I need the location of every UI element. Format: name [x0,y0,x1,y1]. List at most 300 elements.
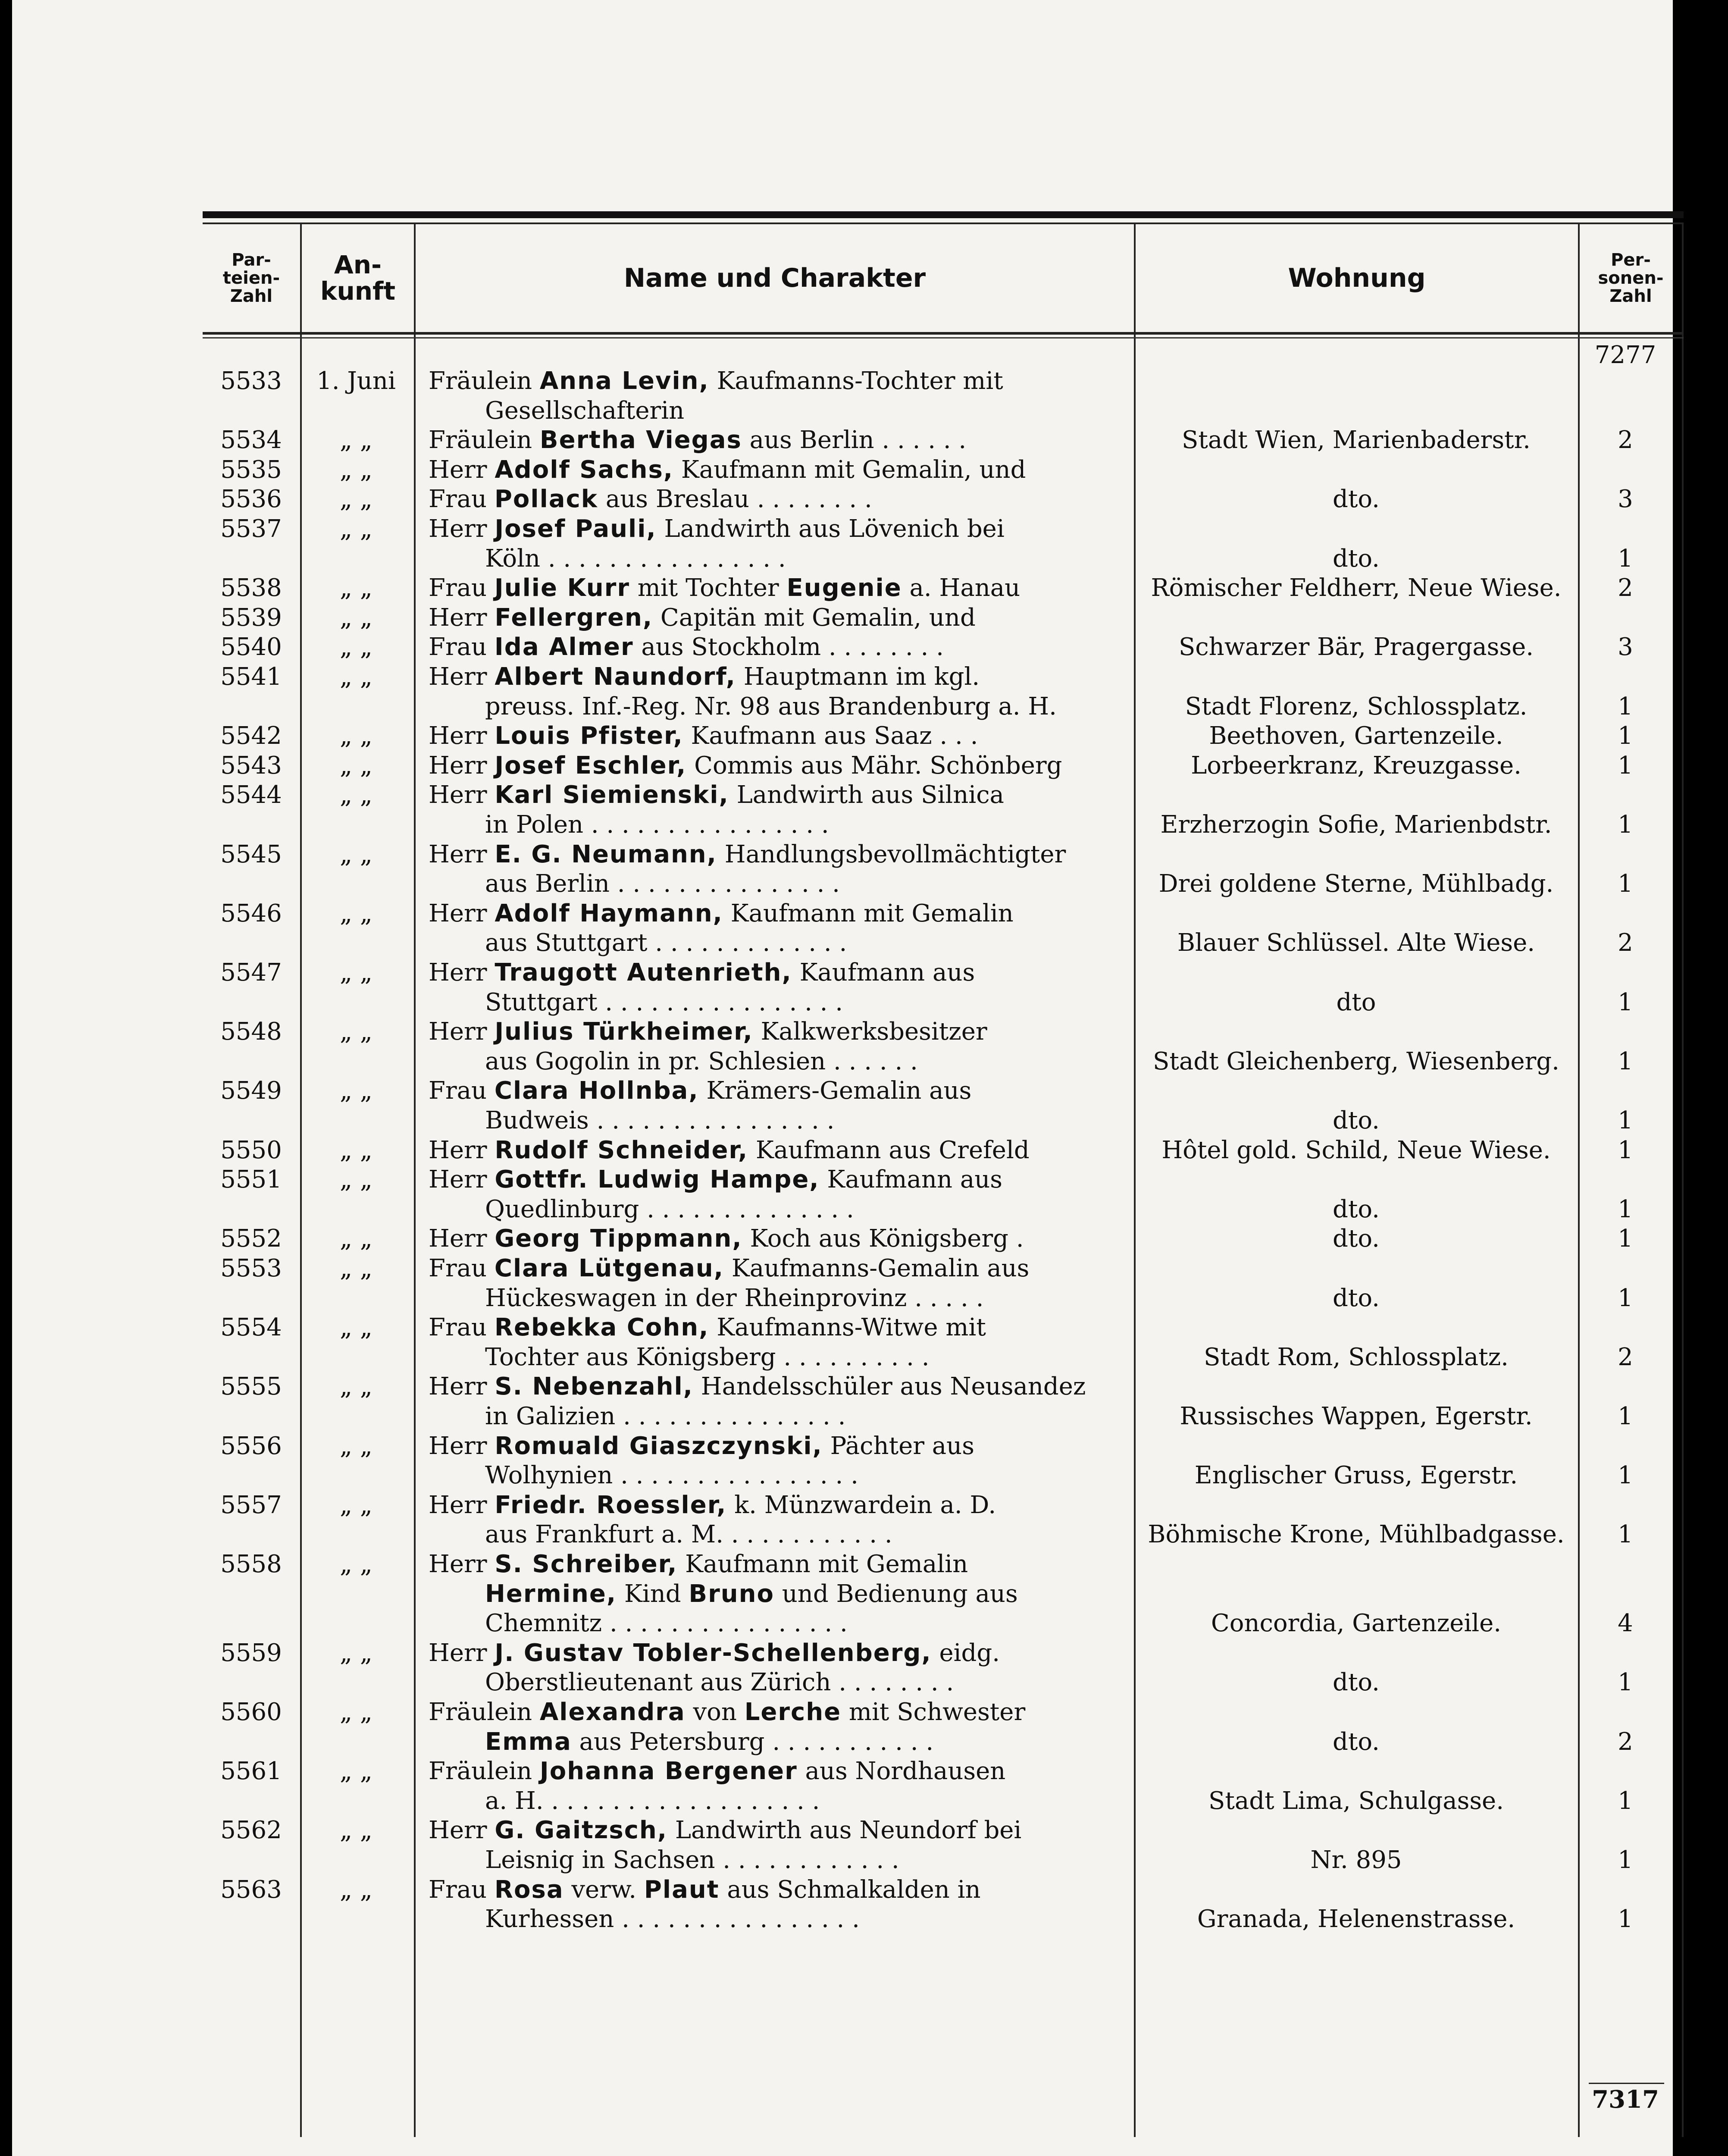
guest-name: Clara Lütgenau, [494,1254,724,1282]
table-row [203,485,1684,514]
wohnung-cell: dto. [1333,544,1380,573]
wohnung-cell: Stadt Gleichenberg, Wiesenberg. [1153,1047,1559,1075]
personen-zahl-cell: 1 [1618,751,1633,780]
parteien-zahl-cell: 5552 [220,1225,282,1253]
header-ankunft [302,229,414,328]
description-text: Tochter aus Königsberg . . . . . . . . . . [485,1343,930,1371]
name-charakter-cell [429,1017,1129,1047]
description-text: Herr [429,1432,487,1460]
personen-zahl-cell: 1 [1618,1284,1633,1312]
description-text: Kaufmann mit Gemalin [677,1550,968,1578]
description-text: Kaufmanns-Witwe mit [709,1313,986,1342]
carry-over-total: 7277 [1594,341,1656,369]
name-charakter-cell [429,1432,1129,1461]
personen-zahl-cell: 1 [1618,1402,1633,1430]
description-text: Fräulein [429,367,532,395]
table-row [203,1905,1684,1934]
ankunft-cell: „ „ [340,1491,373,1519]
header-line: teien- [222,268,280,288]
description-text: aus Petersburg . . . . . . . . . . . [571,1727,934,1756]
name-charakter-cell [485,544,1129,573]
header-name-label: Name und Charakter [623,263,926,293]
description-text: Handelsschüler aus Neusandez [693,1373,1086,1401]
wohnung-cell: Stadt Wien, Marienbaderstr. [1182,426,1531,454]
ankunft-cell: „ „ [340,899,373,928]
description-text: Budweis . . . . . . . . . . . . . . . . [485,1106,835,1134]
description-text: Stuttgart . . . . . . . . . . . . . . . . [485,988,843,1016]
personen-zahl-cell: 1 [1618,1846,1633,1874]
guest-name: Pollack [494,485,598,514]
table-row [203,988,1684,1017]
description-text: Kaufmanns-Tochter mit [709,367,1003,395]
name-charakter-cell [485,810,1129,840]
wohnung-cell: Stadt Rom, Schlossplatz. [1204,1343,1509,1371]
wohnung-cell: Schwarzer Bär, Pragergasse. [1178,633,1534,661]
name-charakter-cell [429,573,1129,603]
description-text: Pächter aus [822,1432,974,1460]
name-charakter-cell [485,1047,1129,1076]
description-text: und Bedienung aus [774,1579,1018,1608]
name-charakter-cell [485,1195,1129,1224]
description-text: Fräulein [429,1698,532,1726]
name-charakter-cell [429,367,1129,396]
guest-name: Ida Almer [494,633,634,661]
description-text: eidg. [931,1639,1000,1667]
description-text: Herr [429,515,487,543]
table-row [203,1727,1684,1757]
table-row [203,426,1684,455]
ankunft-cell: „ „ [340,426,373,454]
top-double-rule [203,211,1684,218]
table-row [203,1698,1684,1727]
table-row [203,1106,1684,1135]
ankunft-cell: „ „ [340,1875,373,1904]
ankunft-cell: „ „ [340,1254,373,1282]
personen-zahl-cell: 2 [1618,1343,1633,1371]
table-row [203,1639,1684,1668]
guest-name: Plaut [644,1875,720,1904]
name-charakter-cell [429,1757,1129,1786]
parteien-zahl-cell: 5558 [220,1550,282,1578]
wohnung-cell: Stadt Lima, Schulgasse. [1208,1786,1504,1815]
personen-zahl-cell: 2 [1618,574,1633,602]
ankunft-cell: „ „ [340,1816,373,1845]
description-text: Köln . . . . . . . . . . . . . . . . [485,544,786,573]
wohnung-cell: Englischer Gruss, Egerstr. [1194,1461,1518,1490]
name-charakter-cell [429,1372,1129,1401]
description-text: Herr [429,781,487,809]
parteien-zahl-cell: 5539 [220,603,282,632]
table-row [203,1432,1684,1461]
table-row [203,1846,1684,1875]
name-charakter-cell [429,426,1129,455]
header-line: Zahl [1609,286,1652,306]
description-text: Herr [429,840,487,868]
guest-name: Johanna Bergener [539,1757,798,1786]
description-text: Wolhynien . . . . . . . . . . . . . . . . [485,1461,858,1490]
guest-name: Traugott Autenrieth, [495,959,792,987]
description-text: aus Breslau . . . . . . . . [598,485,872,514]
header-wohnung [1136,229,1578,328]
table-row [203,1284,1684,1313]
name-charakter-cell [429,1816,1129,1845]
table-row [203,367,1684,396]
name-charakter-cell [485,1609,1129,1638]
description-text: Herr [429,1136,487,1164]
description-text: Kaufmann aus Crefeld [748,1136,1030,1164]
personen-zahl-cell: 4 [1618,1609,1633,1638]
personen-zahl-cell: 1 [1618,1461,1633,1490]
parteien-zahl-cell: 5538 [220,574,282,602]
ankunft-cell: „ „ [340,1313,373,1342]
personen-zahl-cell: 1 [1618,692,1633,721]
ankunft-cell: „ „ [340,1166,373,1194]
table-row [203,958,1684,987]
name-charakter-cell [429,1076,1129,1106]
name-charakter-cell [485,1284,1129,1313]
description-text: Kaufmanns-Gemalin aus [724,1254,1030,1282]
description-text: aus Berlin . . . . . . . . . . . . . . . [485,870,840,898]
guest-name: Anna Levin, [539,367,709,395]
table-row [203,1757,1684,1786]
guest-name: Clara Hollnba, [494,1077,699,1105]
ankunft-cell: „ „ [340,485,373,514]
table-row [203,751,1684,780]
name-charakter-cell [429,603,1129,633]
wohnung-cell: Erzherzogin Sofie, Marienbdstr. [1160,811,1552,839]
personen-zahl-cell: 2 [1618,426,1633,454]
description-text: Frau [429,574,487,602]
header-rule-thin [203,337,1684,338]
ankunft-cell: „ „ [340,1373,373,1401]
guest-name: Karl Siemienski, [495,781,729,809]
name-charakter-cell [485,1520,1129,1549]
name-charakter-cell [485,396,1129,426]
description-text: Hückeswagen in der Rheinprovinz . . . . . [485,1284,984,1312]
table-row [203,603,1684,633]
description-text: Fräulein [429,426,532,454]
description-text: mit Tochter [629,574,787,602]
parteien-zahl-cell: 5561 [220,1757,282,1786]
guest-name: Rudolf Schneider, [495,1136,748,1164]
parteien-zahl-cell: 5549 [220,1077,282,1105]
name-charakter-cell [429,485,1129,514]
parteien-zahl-cell: 5563 [220,1875,282,1904]
ankunft-cell: „ „ [340,1698,373,1726]
parteien-zahl-cell: 5533 [220,367,282,395]
personen-zahl-cell: 1 [1618,811,1633,839]
description-text: Herr [429,1166,487,1194]
wohnung-cell: dto. [1333,1668,1380,1697]
parteien-zahl-cell: 5559 [220,1639,282,1667]
parteien-zahl-cell: 5547 [220,959,282,987]
ankunft-cell: „ „ [340,663,373,691]
name-charakter-cell [429,1639,1129,1668]
guest-name: Louis Pfister, [495,722,683,750]
table-row [203,514,1684,544]
guest-name: Alexandra [539,1698,686,1726]
ankunft-cell: „ „ [340,574,373,602]
description-text: Herr [429,1373,487,1401]
wohnung-cell: Drei goldene Sterne, Mühlbadg. [1158,870,1554,898]
description-text: mit Schwester [841,1698,1026,1726]
guest-name: Gottfr. Ludwig Hampe, [495,1166,820,1194]
description-text: Oberstlieutenant aus Zürich . . . . . . . . [485,1668,954,1697]
guest-name: Adolf Haymann, [495,899,723,928]
wohnung-cell: dto. [1333,1284,1380,1312]
name-charakter-cell [485,928,1129,958]
table-row [203,573,1684,603]
description-text: Leisnig in Sachsen . . . . . . . . . . . . [485,1846,899,1874]
header-line: sonen- [1598,268,1664,288]
guest-name: Lerche [744,1698,842,1726]
table-row [203,1254,1684,1283]
ankunft-cell: „ „ [340,1077,373,1105]
guest-name: S. Nebenzahl, [495,1373,693,1401]
description-text: Kaufmann mit Gemalin, und [673,455,1026,484]
guest-name: Julius Türkheimer, [495,1018,753,1046]
name-charakter-cell [429,1698,1129,1727]
guest-name: Friedr. Roessler, [495,1491,727,1519]
table-row [203,1550,1684,1579]
description-text: preuss. Inf.-Reg. Nr. 98 aus Brandenburg a. H. [485,692,1057,721]
table-row [203,1786,1684,1816]
name-charakter-cell [429,1550,1129,1579]
table-row [203,810,1684,840]
wohnung-cell: Römischer Feldherr, Neue Wiese. [1151,574,1562,602]
guest-name: Julie Kurr [494,574,630,602]
table-row [203,780,1684,810]
parteien-zahl-cell: 5541 [220,663,282,691]
description-text: Frau [429,1077,487,1105]
wohnung-cell: dto. [1333,1727,1380,1756]
wohnung-cell: Concordia, Gartenzeile. [1211,1609,1502,1638]
name-charakter-cell [429,1136,1129,1165]
name-charakter-cell [485,1343,1129,1372]
table-row [203,721,1684,751]
description-text: Capitän mit Gemalin, und [653,603,976,632]
name-charakter-cell [485,1727,1129,1757]
wohnung-cell: dto. [1333,1106,1380,1134]
table-row [203,1224,1684,1253]
name-charakter-cell [429,1224,1129,1253]
table-row [203,840,1684,869]
personen-zahl-cell: 1 [1618,870,1633,898]
personen-zahl-cell: 1 [1618,1106,1633,1134]
ankunft-cell: „ „ [340,840,373,868]
table-row [203,869,1684,899]
wohnung-cell: dto. [1333,1195,1380,1223]
description-text: Krämers-Gemalin aus [698,1077,972,1105]
name-charakter-cell [429,1165,1129,1194]
guest-name: Georg Tippmann, [495,1225,742,1253]
description-text: aus Nordhausen [797,1757,1006,1786]
description-text: Herr [429,959,487,987]
name-charakter-cell [429,1313,1129,1342]
table-row [203,1076,1684,1106]
description-text: Herr [429,899,487,928]
description-text: Koch aus Königsberg . [742,1225,1024,1253]
guest-name: Emma [485,1727,572,1756]
header-personen-zahl [1580,229,1682,328]
ankunft-cell: „ „ [340,1018,373,1046]
description-text: Kind [617,1579,689,1608]
ankunft-cell: 1. Juni [316,367,396,395]
table-row [203,692,1684,721]
personen-zahl-cell: 1 [1618,1520,1633,1549]
description-text: aus Gogolin in pr. Schlesien . . . . . . [485,1047,918,1075]
parteien-zahl-cell: 5542 [220,722,282,750]
guest-name: Josef Pauli, [495,515,657,543]
table-row [203,1402,1684,1431]
personen-zahl-cell: 2 [1618,1727,1633,1756]
table-row [203,1520,1684,1549]
name-charakter-cell [429,455,1129,485]
table-row [203,396,1684,426]
name-charakter-cell [485,1668,1129,1697]
ankunft-cell: „ „ [340,781,373,809]
parteien-zahl-cell: 5540 [220,633,282,661]
description-text: verw. [563,1875,644,1904]
parteien-zahl-cell: 5562 [220,1816,282,1845]
wohnung-cell: Hôtel gold. Schild, Neue Wiese. [1161,1136,1551,1164]
wohnung-cell: Granada, Helenenstrasse. [1197,1905,1515,1934]
description-text: Herr [429,1225,487,1253]
guest-name: Rebekka Cohn, [494,1313,709,1342]
description-text: Herr [429,663,487,691]
parteien-zahl-cell: 5543 [220,751,282,780]
parteien-zahl-cell: 5557 [220,1491,282,1519]
ankunft-cell: „ „ [340,1550,373,1578]
description-text: Frau [429,633,487,661]
description-text: Frau [429,485,487,514]
description-text: Frau [429,1254,487,1282]
end-total: 7317 [1592,2085,1659,2114]
table-row [203,899,1684,928]
personen-zahl-cell: 1 [1618,1195,1633,1223]
personen-zahl-cell: 1 [1618,1905,1633,1934]
ankunft-cell: „ „ [340,1757,373,1786]
description-text: Kalkwerksbesitzer [753,1018,987,1046]
name-charakter-cell [429,751,1129,780]
parteien-zahl-cell: 5550 [220,1136,282,1164]
parteien-zahl-cell: 5536 [220,485,282,514]
wohnung-cell: Nr. 895 [1310,1846,1402,1874]
table-row [203,1372,1684,1401]
ankunft-cell: „ „ [340,959,373,987]
wohnung-cell: Beethoven, Gartenzeile. [1209,722,1503,750]
guest-name: Hermine, [485,1579,617,1608]
ankunft-cell: „ „ [340,633,373,661]
wohnung-cell: Blauer Schlüssel. Alte Wiese. [1177,929,1535,957]
guest-name: J. Gustav Tobler-Schellenberg, [495,1639,932,1667]
top-thin-rule [203,222,1684,224]
guest-name: G. Gaitzsch, [495,1816,668,1845]
table-row [203,633,1684,662]
description-text: a. Hanau [902,574,1021,602]
description-text: Herr [429,1639,487,1667]
parteien-zahl-cell: 5555 [220,1373,282,1401]
name-charakter-cell [485,869,1129,899]
name-charakter-cell [485,1786,1129,1816]
table-row [203,928,1684,958]
header-parteien-zahl [203,229,300,328]
parteien-zahl-cell: 5545 [220,840,282,868]
parteien-zahl-cell: 5548 [220,1018,282,1046]
description-text: von [685,1698,745,1726]
parteien-zahl-cell: 5556 [220,1432,282,1460]
personen-zahl-cell: 1 [1618,544,1633,573]
name-charakter-cell [485,1106,1129,1135]
description-text: Chemnitz . . . . . . . . . . . . . . . . [485,1609,848,1638]
guest-name: S. Schreiber, [495,1550,678,1578]
personen-zahl-cell: 1 [1618,722,1633,750]
description-text: Kaufmann mit Gemalin [723,899,1014,928]
table-row [203,1017,1684,1047]
personen-zahl-cell: 3 [1618,633,1633,661]
ankunft-cell: „ „ [340,455,373,484]
description-text: k. Münzwardein a. D. [726,1491,996,1519]
description-text: aus Frankfurt a. M. . . . . . . . . . . . [485,1520,892,1549]
description-text: aus Stockholm . . . . . . . . [633,633,944,661]
description-text: Handlungsbevollmächtigter [717,840,1066,868]
guest-name: Bertha Viegas [539,426,742,454]
name-charakter-cell [429,633,1129,662]
description-text: Herr [429,1550,487,1578]
description-text: Landwirth aus Lövenich bei [656,515,1005,543]
header-line: Zahl [230,286,273,306]
wohnung-cell: Russisches Wappen, Egerstr. [1180,1402,1533,1430]
description-text: Commis aus Mähr. Schönberg [686,751,1062,780]
name-charakter-cell [429,514,1129,544]
wohnung-cell: Stadt Florenz, Schlossplatz. [1185,692,1528,721]
description-text: Herr [429,722,487,750]
description-text: Herr [429,751,487,780]
header-line: kunft [320,276,396,306]
description-text: Fräulein [429,1757,532,1786]
description-text: Herr [429,455,487,484]
description-text: aus Stuttgart . . . . . . . . . . . . . [485,929,847,957]
table-row [203,1491,1684,1520]
description-text: Herr [429,603,487,632]
parteien-zahl-cell: 5535 [220,455,282,484]
description-text: Herr [429,1816,487,1845]
name-charakter-cell [429,1254,1129,1283]
name-charakter-cell [429,958,1129,987]
table-row [203,1461,1684,1490]
table-row [203,1165,1684,1194]
guest-name: Albert Naundorf, [495,663,736,691]
name-charakter-cell [429,840,1129,869]
personen-zahl-cell: 1 [1618,1786,1633,1815]
table-row [203,1579,1684,1609]
header-rule [203,332,1684,335]
parteien-zahl-cell: 5560 [220,1698,282,1726]
description-text: Hauptmann im kgl. [736,663,980,691]
description-text: a. H. . . . . . . . . . . . . . . . . . . [485,1786,820,1815]
description-text: Frau [429,1875,487,1904]
table-row [203,1816,1684,1845]
description-text: in Galizien . . . . . . . . . . . . . . . [485,1402,846,1430]
name-charakter-cell [429,721,1129,751]
personen-zahl-cell: 1 [1618,988,1633,1016]
parteien-zahl-cell: 5544 [220,781,282,809]
description-text: Herr [429,1491,487,1519]
guest-register-table [203,211,1684,2137]
personen-zahl-cell: 1 [1618,1668,1633,1697]
ankunft-cell: „ „ [340,1225,373,1253]
table-row [203,455,1684,485]
